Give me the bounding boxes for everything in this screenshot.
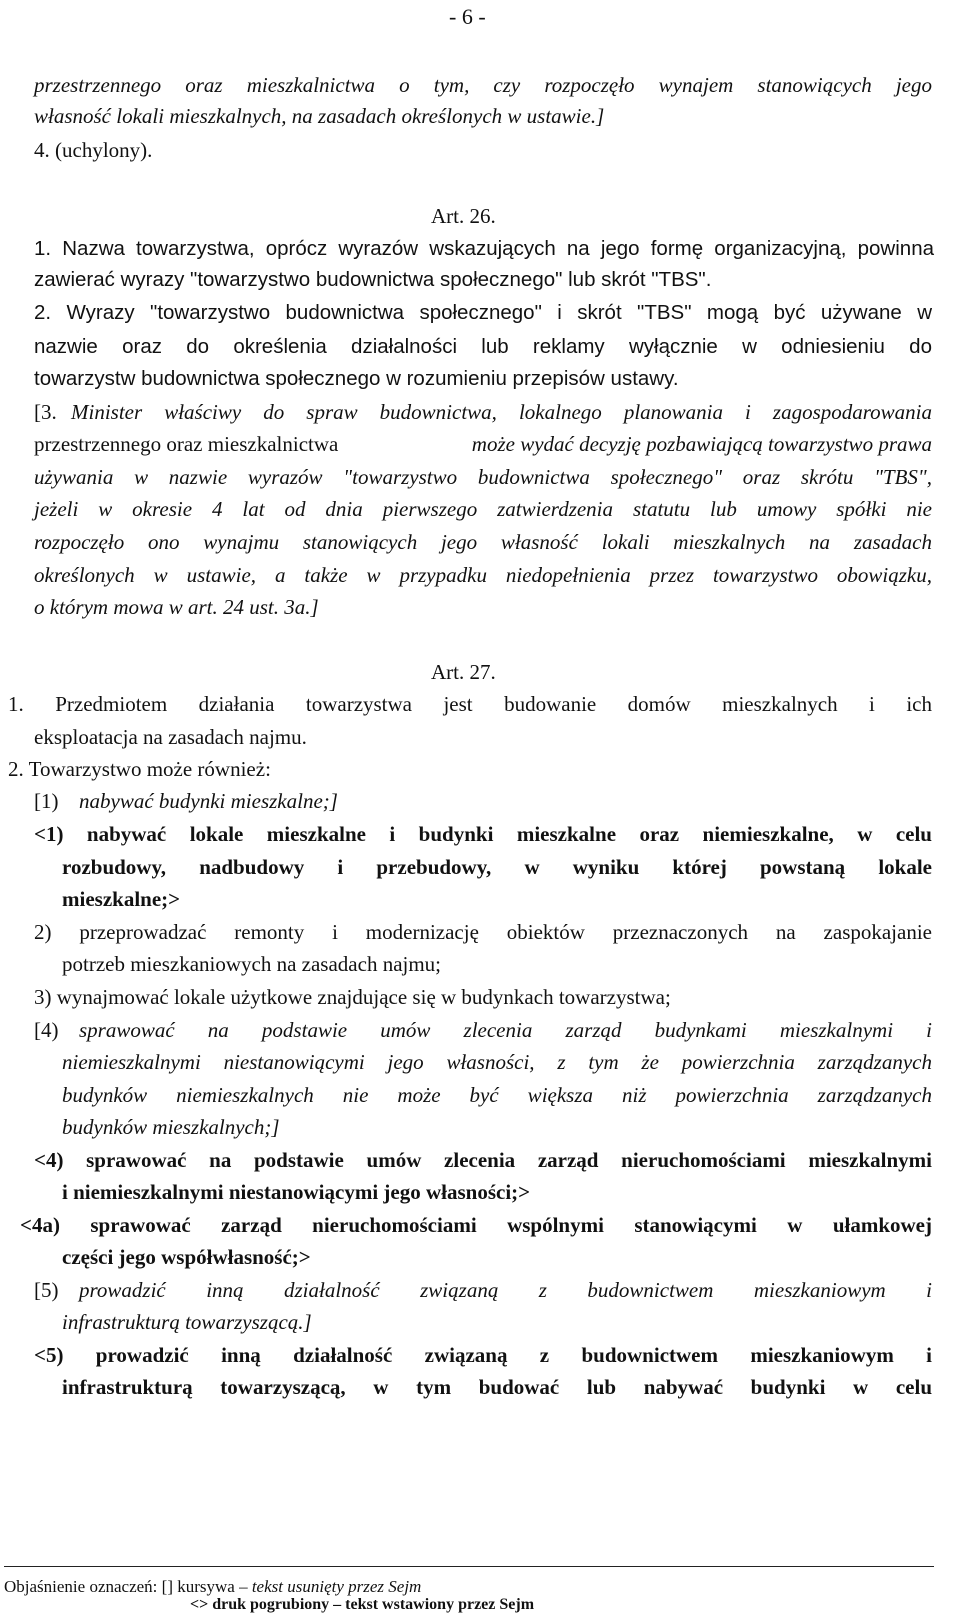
footer-dash: – bbox=[239, 1577, 248, 1596]
text-line: 2. Wyrazy "towarzystwo budownictwa społecznego" i skrót "TBS" mogą być używane w bbox=[34, 301, 932, 324]
text-line: budynków mieszkalnych;] bbox=[62, 1115, 280, 1139]
bracket-prefix: [1) bbox=[34, 789, 59, 813]
text-line: określonych w ustawie, a także w przypadku niedopełnienia przez towarzystwo obowiązku, bbox=[34, 563, 932, 587]
text-line: 1. Przedmiotem działania towarzystwa jest budowanie domów mieszkalnych i ich bbox=[8, 692, 932, 716]
text-line: sprawować na podstawie umów zlecenia zarząd budynkami mieszkalnymi i bbox=[79, 1018, 932, 1042]
bracket-prefix: [3. bbox=[34, 400, 57, 424]
text-line: eksploatacja na zasadach najmu. bbox=[34, 725, 307, 749]
text-line: nazwie oraz do określenia działalności lub reklamy wyłącznie w odniesieniu do bbox=[34, 335, 932, 358]
text-line: o którym mowa w art. 24 ust. 3a.] bbox=[34, 595, 319, 619]
article-heading: Art. 27. bbox=[431, 660, 496, 684]
bracket-prefix: [4) bbox=[34, 1018, 59, 1042]
text-line: 3) wynajmować lokale użytkowe znajdujące się w budynkach towarzystwa; bbox=[34, 985, 671, 1009]
footer-italic-key: [] kursywa bbox=[161, 1577, 235, 1596]
text-line: używania w nazwie wyrazów "towarzystwo budownictwa społecznego" oraz skrótu "TBS", bbox=[34, 465, 932, 489]
text-line: Minister właściwy do spraw budownictwa, lokalnego planowania i zagospodarowania bbox=[71, 400, 932, 424]
text-span: może wydać decyzję pozbawiającą towarzystwo prawa bbox=[471, 432, 932, 456]
text-line: niemieszkalnymi niestanowiącymi jego własności, z tym że powierzchnia zarządzanych bbox=[62, 1050, 932, 1074]
text-line: mieszkalne;> bbox=[62, 887, 181, 911]
text-line: budynków niemieszkalnych nie może być większa niż powierzchnia zarządzanych bbox=[62, 1083, 932, 1107]
text-line: części jego współwłasność;> bbox=[62, 1245, 311, 1269]
text-line: nabywać budynki mieszkalne;] bbox=[79, 789, 338, 813]
text-line: <4) sprawować na podstawie umów zlecenia zarząd nieruchomościami mieszkalnymi bbox=[34, 1148, 932, 1172]
text-line: towarzystw budownictwa społecznego w rozumieniu przepisów ustawy. bbox=[34, 367, 679, 390]
footer-divider bbox=[4, 1566, 934, 1567]
text-line: przestrzennego oraz mieszkalnictwa o tym, czy rozpoczęło wynajem stanowiących jego bbox=[34, 73, 932, 97]
text-line: 2. Towarzystwo może również: bbox=[8, 757, 271, 781]
text-span: przestrzennego oraz mieszkalnictwa bbox=[34, 432, 339, 456]
text-line: 2) przeprowadzać remonty i modernizację obiektów przeznaczonych na zaspokajanie bbox=[34, 920, 932, 944]
footer-label: Objaśnienie oznaczeń: bbox=[4, 1577, 158, 1596]
text-line: rozpoczęło ono wynajmu stanowiących jego własność lokali mieszkalnych na zasadach bbox=[34, 530, 932, 554]
text-line: <1) nabywać lokale mieszkalne i budynki mieszkalne oraz niemieszkalne, w celu bbox=[34, 822, 932, 846]
text-line: jeżeli w okresie 4 lat od dnia pierwszego zatwierdzenia statutu lub umowy spółki nie bbox=[34, 497, 932, 521]
text-line: 4. (uchylony). bbox=[34, 138, 153, 162]
text-line: infrastrukturą towarzyszącą, w tym budować lub nabywać budynki w celu bbox=[62, 1375, 932, 1399]
text-line: własność lokali mieszkalnych, na zasadach określonych w ustawie.] bbox=[34, 104, 605, 128]
text-line: 1. Nazwa towarzystwa, oprócz wyrazów wskazujących na jego formę organizacyjną, powinna bbox=[34, 237, 934, 260]
footer-italic-desc: tekst usunięty przez Sejm bbox=[251, 1577, 422, 1596]
text-line: potrzeb mieszkaniowych na zasadach najmu; bbox=[62, 952, 442, 976]
text-line: prowadzić inną działalność związaną z budownictwem mieszkaniowym i bbox=[79, 1278, 932, 1302]
text-line: infrastrukturą towarzyszącą.] bbox=[62, 1310, 312, 1334]
article-heading: Art. 26. bbox=[431, 204, 496, 228]
text-line: rozbudowy, nadbudowy i przebudowy, w wyniku której powstaną lokale bbox=[62, 855, 932, 879]
text-line: zawierać wyrazy "towarzystwo budownictwa społecznego" lub skrót "TBS". bbox=[34, 268, 712, 291]
text-line: <4a) sprawować zarząd nieruchomościami wspólnymi stanowiącymi w ułamkowej bbox=[20, 1213, 932, 1237]
bracket-prefix: [5) bbox=[34, 1278, 59, 1302]
text-line-mixed bbox=[34, 432, 932, 456]
text-line: i niemieszkalnymi niestanowiącymi jego własności;> bbox=[62, 1180, 531, 1204]
text-line: <5) prowadzić inną działalność związaną z budownictwem mieszkaniowym i bbox=[34, 1343, 932, 1367]
page-number: - 6 - bbox=[449, 4, 486, 29]
footer-bold-legend: <> druk pogrubiony – tekst wstawiony przez Sejm bbox=[190, 1596, 535, 1613]
